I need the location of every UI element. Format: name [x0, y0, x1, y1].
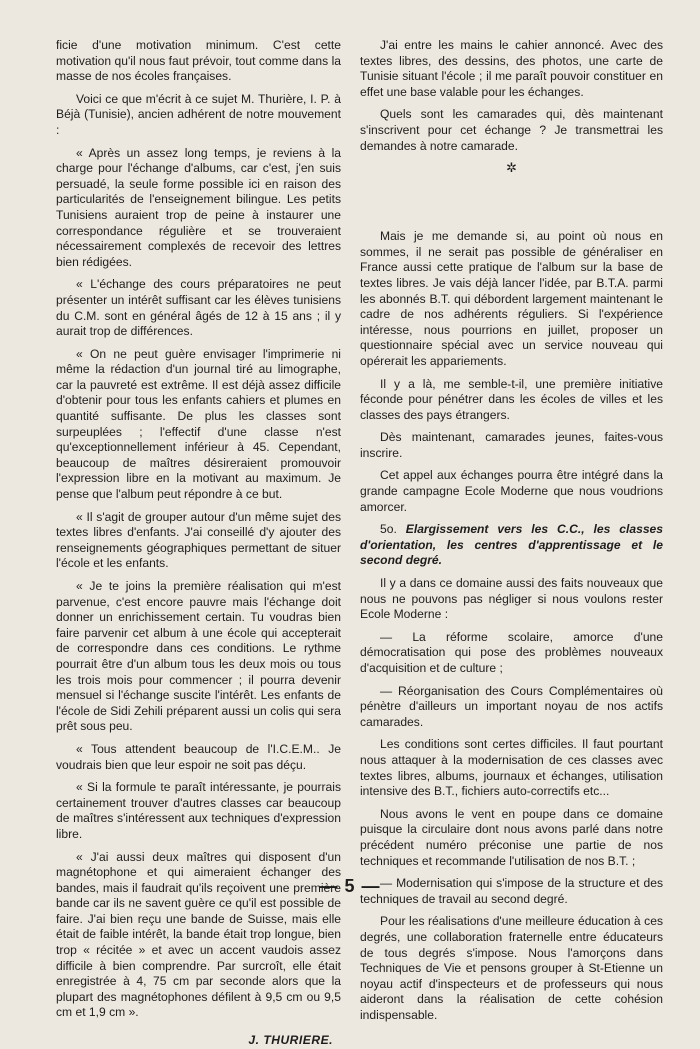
paragraph: — La réforme scolaire, amorce d'une démocratisation qui pose des problèmes nouveaux d'acquisition et de culture ;: [360, 629, 663, 675]
paragraph: Pour les réalisations d'une meilleure éducation à ces degrés, une collaboration fraternelle entre éducateurs de tous degrés s'impose. Nous l'amorçons dans Techniques de Vie et pensons grouper à St-Etienne un noyau actif d'inspecteurs et de professeurs qui nous aideront dans la réalisation de cette cohésion indispensable.: [360, 914, 663, 1022]
section-number: 5o.: [380, 522, 397, 537]
paragraph: Il y a là, me semble-t-il, une première initiative féconde pour pénétrer dans les écoles de villes et les classes des pays étrangers.: [360, 376, 663, 422]
paragraph: « Si la formule te paraît intéressante, je pourrais certainement trouver d'autres classes car beaucoup de maîtres s'intéressent aux techniques d'expression libre.: [56, 780, 341, 841]
section-heading: [360, 522, 663, 569]
paragraph: Il y a dans ce domaine aussi des faits nouveaux que nous ne pouvons pas négliger si nous voulons rester Ecole Moderne :: [360, 576, 663, 622]
left-column: [56, 38, 341, 1049]
paragraph: « J'ai aussi deux maîtres qui disposent d'un magnétophone et qui aimeraient échanger des bandes, mais il faudrait qu'ils reçoivent une première bande car ils ne savent guère ce qu'il est possible de faire. J'ai bien reçu une bande de Suisse, mais elle était de faible intérêt, la bande était trop longue, bien trop « récitée » et avec un accent vaudois assez difficile à bien comprendre. Par surcroît, elle était enregistrée à 4, 75 cm par seconde alors que la plupart des magnétophones défilent à 9,5 cm ou 9,5 cm et 1,9 cm ».: [56, 849, 341, 1020]
page-number: — 5 —: [319, 876, 381, 896]
paragraph: Voici ce que m'écrit à ce sujet M. Thurière, I. P. à Béjà (Tunisie), ancien adhérent de notre mouvement :: [56, 91, 341, 137]
paragraph: ficie d'une motivation minimum. C'est cette motivation qu'il nous faut prévoir, tout comme dans la masse de nos écoles françaises.: [56, 38, 341, 84]
paragraph: Les conditions sont certes difficiles. Il faut pourtant nous attaquer à la modernisation de ces classes avec textes libres, albums, journaux et échanges, utilisation intensive des B.T., fichiers auto-correctifs etc...: [360, 737, 663, 799]
paragraph: « Je te joins la première réalisation qui m'est parvenue, c'est encore pauvre mais l'échange doit donner un enrichissement certain. Tu voudras bien faire parvenir cet album à une école qui accepterait de correspondre dans ces conditions. Le rythme pourrait être d'un album tous les deux mois ou tous les trois mois pour commencer ; il pourra devenir mensuel si l'échange suscite l'intérêt. Les enfants de l'école de Sidi Zehili préparent aussi un colis qui sera prêt sous peu.: [56, 579, 341, 734]
paragraph: Dès maintenant, camarades jeunes, faites-vous inscrire.: [360, 430, 663, 460]
paragraph: — Réorganisation des Cours Complémentaires où pénètre d'ailleurs un important noyau de nos actifs camarades.: [360, 683, 663, 729]
paragraph: « Après un assez long temps, je reviens à la charge pour l'échange d'albums, car c'est, j'en suis persuadé, la seule forme possible ici en raison des particularités de l'enseignement bilingue. Les petits Tunisiens auraient trop de peine à instaurer une correspondance régulière et se trouveraient nécessairement complexés de recevoir des lettres bien rédigées.: [56, 145, 341, 269]
paragraph: — Modernisation qui s'impose de la structure et des techniques de travail au second degré.: [360, 876, 663, 906]
paragraph: Mais je me demande si, au point où nous en sommes, il ne serait pas possible de généraliser en France aussi cette pratique de l'album sur la base de textes libres. Je vais déjà lancer l'idée, par B.T.A. parmi les abonnés B.T. qui débordent largement maintenant le cadre de nos adhérents réguliers. Si l'expérience intéresse, nous pourrions en juillet, proposer un questionnaire spécial avec un service nouveau qui opérerait les appariements.: [360, 229, 663, 368]
paragraph: Nous avons le vent en poupe dans ce domaine puisque la circulaire dont nous avons parlé dans notre précédent numéro préconise une partie de nos techniques et recommande l'utilisation de nos B.T. ;: [360, 806, 663, 868]
section-separator-icon: ✲: [506, 160, 517, 176]
paragraph: « Tous attendent beaucoup de l'I.C.E.M.. Je voudrais bien que leur espoir ne soit pas déçu.: [56, 741, 341, 772]
paragraph: J'ai entre les mains le cahier annoncé. Avec des textes libres, des dessins, des photos, une carte de Tunisie situant l'école ; il me paraît pouvoir constituer en effet une base valable pour les échanges.: [360, 38, 663, 99]
paragraph: « On ne peut guère envisager l'imprimerie ni même la rédaction d'un journal tiré au limographe, car la pauvreté est extrême. Il est déjà assez difficile d'obtenir pour tous les enfants cahiers et plumes en quantité suffisante. De plus les classes sont surpeuplées ; l'effectif d'une classe n'est qu'exceptionnellement inférieur à 45. Cependant, beaucoup de maîtres désireraient promouvoir l'expression libre en la motivant au maximum. Je pense que l'album peut répondre à ce but.: [56, 346, 341, 502]
section-title: Elargissement vers les C.C., les classes d'orientation, les centres d'apprentissage et le second degré.: [360, 522, 663, 568]
paragraph: Quels sont les camarades qui, dès maintenant s'inscrivent pour cet échange ? Je transmettrai les demandes à notre camarade.: [360, 107, 663, 153]
paragraph: Cet appel aux échanges pourra être intégré dans la grande campagne Ecole Moderne que nous voudrions amorcer.: [360, 468, 663, 514]
paragraph: « L'échange des cours préparatoires ne peut présenter un intérêt suffisant car les élèves tunisiens du C.M. sont en général âgés de 12 à 15 ans ; il y aurait trop de différences.: [56, 277, 341, 339]
paragraph: « Il s'agit de grouper autour d'un même sujet des textes libres d'enfants. J'ai conseillé d'y ajouter des renseignements géographiques permettant de situer l'école et les enfants.: [56, 509, 341, 571]
signature: J. THURIERE.: [248, 1033, 333, 1048]
